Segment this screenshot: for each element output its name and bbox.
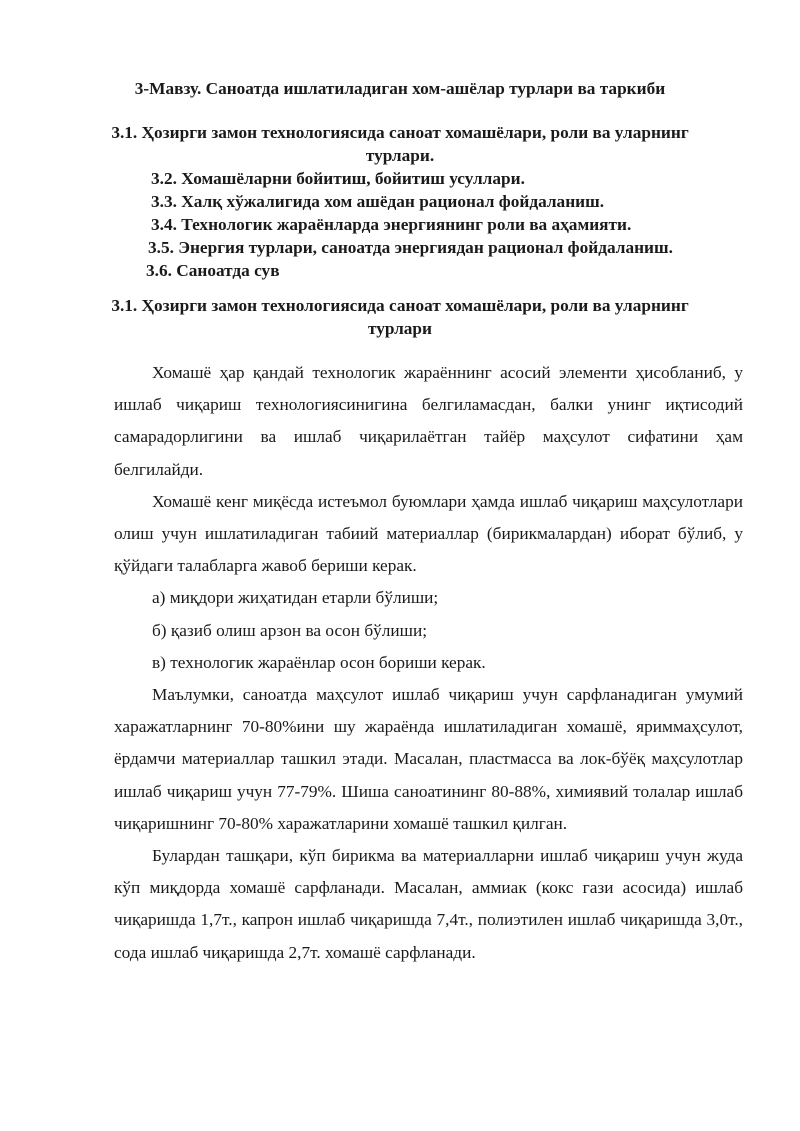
paragraph: Маълумки, саноатда маҳсулот ишлаб чиқариш учун сарфланадиган умумий харажатларнинг 70-80%ини шу жараёнда ишлатиладиган хомашё, яриммаҳсулот, ёрдамчи материаллар ташкил этади. Масалан, пластмасса ва лок-бўёқ маҳсулотлар ишлаб чиқариш учун 77-79%. Шиша саноатининг 80-88%, химиявий толалар ишлаб чиқаришнинг 70-80% харажатларини хомашё ташкил қилган. <box>114 685 743 833</box>
toc-item-2: 3.2. Хомашёларни бойитиш, бойитиш усуллари. <box>151 169 525 188</box>
document-title: 3-Мавзу. Саноатда ишлатиладиган хом-ашёлар турлари ва таркиби <box>134 79 666 98</box>
table-of-contents <box>0 121 800 282</box>
toc-item-4: 3.4. Технологик жараёнларда энергиянинг роли ва аҳамияти. <box>151 215 632 234</box>
paragraph: Булардан ташқари, кўп бирикма ва материалларни ишлаб чиқариш учун жуда кўп миқдорда хомашё сарфланади. Масалан, аммиак (кокс гази асосида) ишлаб чиқаришда 1,7т., капрон ишлаб чиқаришда 7,4т., полиэтилен ишлаб чиқаришда 3,0т., сода ишлаб чиқаришда 2,7т. хомашё сарфланади. <box>114 846 743 962</box>
body-text <box>114 357 743 969</box>
paragraph: Хомашё ҳар қандай технологик жараённинг асосий элементи ҳисобланиб, у ишлаб чиқариш технологиясинигина белгиламасдан, балки унинг иқтисодий самарадорлигини ва ишлаб чиқарилаётган тайёр маҳсулот сифатини ҳам белгилайди. <box>114 363 743 479</box>
list-item: а) миқдори жиҳатидан етарли бўлиши; <box>152 588 439 608</box>
section-heading: 3.1. Ҳозирги замон технологиясида саноат хомашёлари, роли ва уларнинг турлари <box>111 296 689 338</box>
toc-item-6: 3.6. Саноатда сув <box>146 261 280 280</box>
list-item: б) қазиб олиш арзон ва осон бўлиши; <box>152 620 428 640</box>
toc-item-5: 3.5. Энергия турлари, саноатда энергиядан рационал фойдаланиш. <box>148 238 673 257</box>
paragraph: Хомашё кенг миқёсда истеъмол буюмлари ҳамда ишлаб чиқариш маҳсулотлари олиш учун ишлатиладиган табиий материаллар (бирикмалардан) иборат бўлиб, у қўйдаги талабларга жавоб бериши керак. <box>114 491 743 576</box>
toc-item-1: 3.1. Ҳозирги замон технологиясида саноат хомашёлари, роли ва уларнинг турлари. <box>111 123 689 165</box>
list-item: в) технологик жараёнлар осон бориши керак. <box>152 652 486 672</box>
toc-item-3: 3.3. Халқ хўжалигида хом ашёдан рационал фойдаланиш. <box>151 192 605 211</box>
